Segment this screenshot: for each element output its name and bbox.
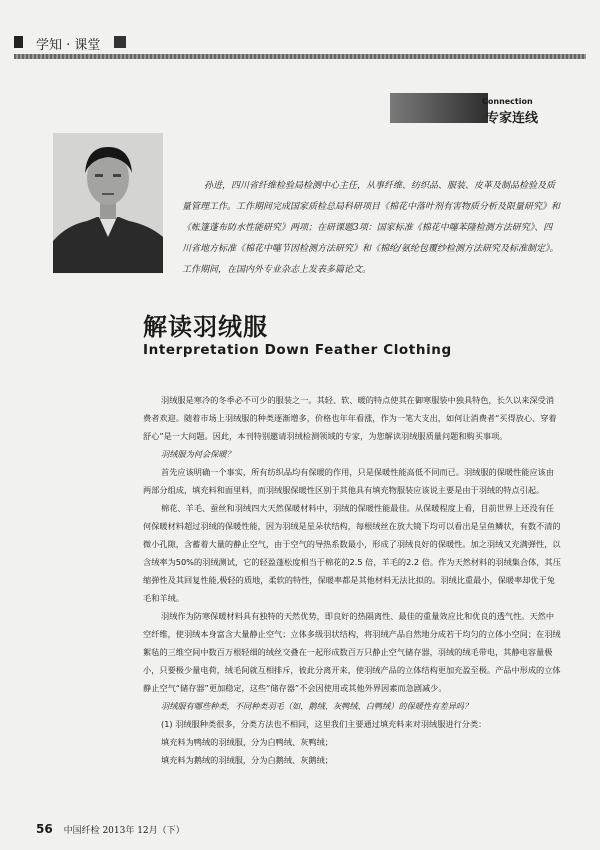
badge-gradient-bar: [390, 93, 488, 123]
list-item: 填充料为鸭绒的羽绒服，分为白鸭绒、灰鸭绒；: [161, 737, 333, 747]
question-heading: 羽绒服有哪些种类，不同种类羽毛（如，鹅绒、灰鸭绒、白鸭绒）的保暖性有差异吗？: [161, 701, 473, 711]
question-heading: 羽绒服为何会保暖？: [161, 449, 235, 459]
intro-paragraph: 羽绒服是寒冷的冬季必不可少的服装之一。其轻、软、暖的特点使其在御寒服装中独具特色，长久以来深受消费者欢迎。随着市场上羽绒服的种类逐渐增多，价格也年年看涨，作为一笔大支出，如何让消费者“买得放心、穿着舒心”是一大问题。因此，本刊特别邀请羽绒检测领域的专家，为您解读羽绒服质量问题和购买事项。: [143, 395, 557, 441]
body-paragraph: 羽绒作为防寒保暖材料具有独特的天然优势，即良好的热隔离性、最佳的重量效应比和优良的透气性。天然中空纤维，使羽绒本身富含大量静止空气；立体多级羽状结构，将羽绒产品自然地分成若干均匀的立体小空间；在羽绒絮毡的三维空间中数百万根轻细的绒丝交叠在一起形成数百万只静止空气储存器，羽绒的绒毛带电，其静电容量极小，只要极少量电荷，绒毛间就互相排斥，彼此分离开来，使羽绒产品的立体结构更加充盈至极。产品中形成的立体静止空气“储存器”更加稳定，这些“储存器”不会因使用或其他外界因素而急剧减少。: [143, 611, 561, 693]
body-paragraph: 棉花、羊毛、蚕丝和羽绒四大天然保暖材料中，羽绒的保暖性能最佳。从保暖程度上看，目前世界上还没有任何保暖材料超过羽绒的保暖性能，因为羽绒是星朵状结构，每根绒丝在放大镜下均可以看出是呈鱼鳞状，有数不清的微小孔隙，含蓄着大量的静止空气，由于空气的导热系数最小，形成了羽绒良好的保暖性。加之羽绒又充满弹性，以含绒率为50%的羽绒测试，它的轻盈蓬松度相当于棉花的2.5 倍，羊毛的2.2 倍。作为天然材料的羽绒集合体，其压缩弹性及其回复性能,极轻的质地，柔软的特性，保暖率都是其他材料无法比拟的。羽绒比重最小，保暖率却优于兔毛和羊绒。: [143, 503, 561, 603]
page-footer: [36, 822, 185, 836]
body-paragraph: 首先应该明确一个事实，所有纺织品均有保暖的作用，只是保暖性能高低不同而已。羽绒服的保暖性能应该由两部分组成，填充料和面里料，而羽绒服保暖性区别于其他具有填充物服装应该说主要是由于羽绒的特点引起。: [143, 467, 555, 495]
expert-connection-badge: [390, 93, 580, 129]
header-rule: [14, 54, 586, 59]
page-number: 56: [36, 822, 53, 836]
section-header: [14, 32, 586, 54]
list-item: (1) 羽绒服种类很多，分类方法也不相同，这里我们主要通过填充料来对羽绒服进行分类：: [161, 719, 487, 729]
list-item: 填充料为鹅绒的羽绒服，分为白鹅绒、灰鹅绒；: [161, 755, 333, 765]
badge-chinese: 专家连线: [486, 111, 539, 126]
header-marker-icon: [14, 36, 23, 48]
journal-issue: 中国纤检 2013年 12月（下）: [63, 826, 185, 836]
article-body: [143, 391, 561, 769]
article-title: 解读羽绒服: [143, 313, 268, 341]
expert-portrait: [53, 133, 163, 273]
article-subtitle: Interpretation Down Feather Clothing: [143, 342, 452, 358]
portrait-silhouette-icon: [53, 133, 163, 273]
expert-bio: 孙进，四川省纤维检验局检测中心主任，从事纤维、纺织品、服装、皮革及制品检验及质量管理工作。工作期间完成国家质检总局科研项目《棉花中落叶剂有害物质分析及限量研究》和《帐篷蓬布防水性能研究》两项；在研课题3项：国家标准《棉花中噻苯隆检测方法研究》、四川省地方标准《棉花中噻节因检测方法研究》和《棉纶/氨纶包覆纱检测方法研究及标准制定》。工作期间，在国内外专业杂志上发表多篇论文。: [182, 181, 561, 275]
badge-english: Connection: [482, 97, 533, 106]
header-square-icon: [114, 36, 126, 48]
section-label: 学知 · 课堂: [36, 38, 101, 53]
